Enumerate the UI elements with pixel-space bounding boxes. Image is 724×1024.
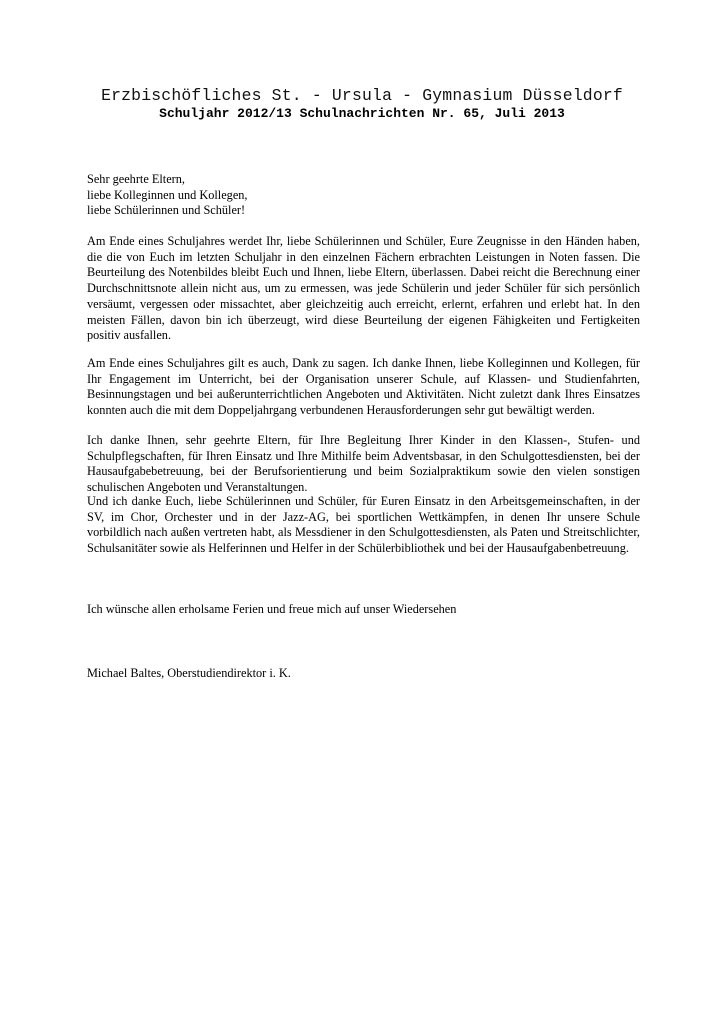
school-name-heading: Erzbischöfliches St. - Ursula - Gymnasium Düsseldorf: [101, 86, 623, 105]
paragraph-thanks-parents: Ich danke Ihnen, sehr geehrte Eltern, für Ihre Begleitung Ihrer Kinder in den Klassen-, Stufen- und Schulpflegschaften, für Ihren Einsatz und Ihre Mithilfe beim Adventsbasar, in den Schulgottesdiensten, bei der Hausaufgabebetreuung, bei der Berufsorientierung und beim Sozialpraktikum sowie den vielen sonstigen schulischen Angeboten und Veranstaltungen.: [87, 433, 640, 495]
salutation-line: liebe Schülerinnen und Schüler!: [87, 203, 246, 218]
salutation-line: liebe Kolleginnen und Kollegen,: [87, 187, 248, 202]
salutation-block: [87, 172, 640, 219]
paragraph-thanks-teachers: Am Ende eines Schuljahres gilt es auch, Dank zu sagen. Ich danke Ihnen, liebe Kolleginnen und Kollegen, für Ihr Engagement im Unterricht, bei der Organisation unserer Schule, auf Klassen- und Studienfahrten, Besinnungstagen und bei außerunterrichtlichen Angeboten und Aktivitäten. Nicht zuletzt dank Ihres Einsatzes konnten auch die mit dem Doppeljahrgang verbundenen Herausforderungen sehr gut bewältigt werden.: [87, 356, 640, 418]
salutation-line: Sehr geehrte Eltern,: [87, 172, 185, 186]
closing-line: Ich wünsche allen erholsame Ferien und freue mich auf unser Wiedersehen: [87, 602, 457, 616]
paragraph-report-cards: Am Ende eines Schuljahres werdet Ihr, liebe Schülerinnen und Schüler, Eure Zeugnisse in den Händen haben, die die von Euch im letzten Schuljahr in den einzelnen Fächern erbrachten Leistungen in Noten fassen. Die Beurteilung des Notenbildes bleibt Euch und Ihnen, liebe Eltern, überlassen. Dabei reicht die Berechnung einer Durchschnittsnote allein nicht aus, um zu ermessen, was jede Schülerin und jeder Schüler für sich persönlich versäumt, vergessen oder missachtet, aber gleichzeitig auch erreicht, erlernt, erfahren und erlebt hat. In den meisten Fällen, davon bin ich überzeugt, wird diese Beurteilung der eigenen Fähigkeiten und Fertigkeiten positiv ausfallen.: [87, 234, 640, 343]
newsletter-issue-line: Schuljahr 2012/13 Schulnachrichten Nr. 65, Juli 2013: [159, 106, 565, 121]
signature-line: Michael Baltes, Oberstudiendirektor i. K.: [87, 666, 291, 680]
paragraph-thanks-students: Und ich danke Euch, liebe Schülerinnen und Schüler, für Euren Einsatz in den Arbeitsgemeinschaften, in der SV, im Chor, Orchester und in der Jazz-AG, bei sportlichen Wettkämpfen, in denen Ihr unsere Schule vorbildlich nach außen vertreten habt, als Messdiener in den Schulgottesdiensten, als Paten und Streitschlichter, Schulsanitäter sowie als Helferinnen und Helfer in der Schülerbibliothek und bei der Hausaufgabenbetreuung.: [87, 494, 640, 556]
